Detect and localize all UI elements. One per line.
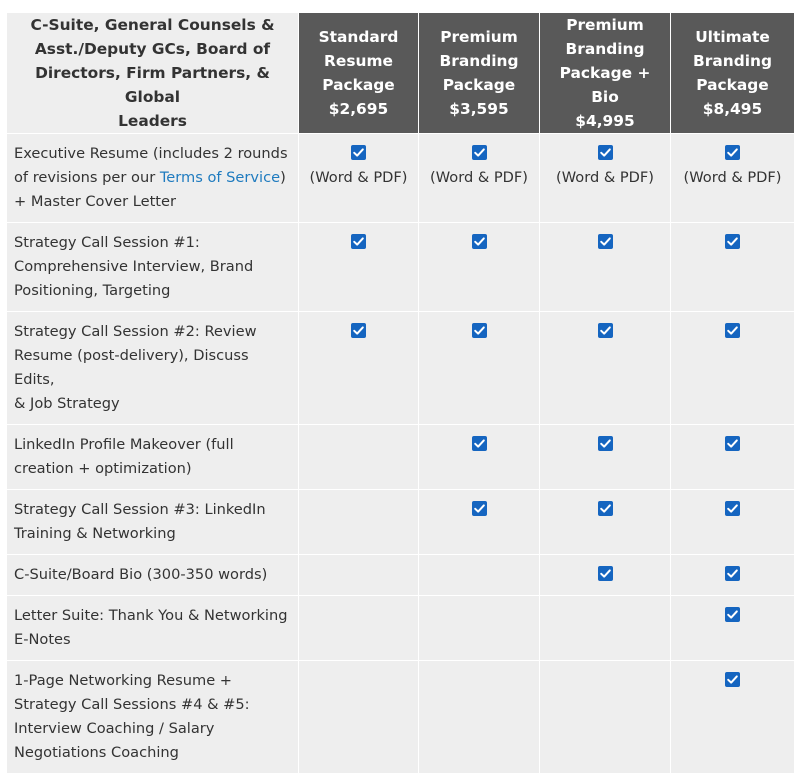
format-note: (Word & PDF) bbox=[683, 169, 782, 186]
checkbox-checked-icon bbox=[598, 234, 613, 249]
package-header-premium-bio: Premium Branding Package + Bio $4,995 bbox=[540, 13, 671, 134]
feature-cell bbox=[419, 134, 540, 223]
feature-row-strategy-call-2 bbox=[7, 312, 795, 425]
feature-cell bbox=[671, 223, 795, 312]
package-price: $8,495 bbox=[702, 100, 763, 118]
audience-header: C-Suite, General Counsels & Asst./Deputy GCs, Board of Directors, Firm Partners, & Global Leaders bbox=[7, 13, 299, 134]
checkbox-checked-icon bbox=[598, 323, 613, 338]
checkbox-checked-icon bbox=[472, 145, 487, 160]
feature-row-letter-suite bbox=[7, 596, 795, 661]
feature-cell bbox=[299, 223, 419, 312]
feature-cell bbox=[299, 661, 419, 774]
feature-cell bbox=[419, 490, 540, 555]
feature-cell bbox=[299, 425, 419, 490]
checkbox-checked-icon bbox=[351, 323, 366, 338]
format-note: (Word & PDF) bbox=[556, 169, 654, 186]
package-header-standard: Standard Resume Package $2,695 bbox=[299, 13, 419, 134]
feature-cell bbox=[671, 661, 795, 774]
format-note: (Word & PDF) bbox=[430, 169, 528, 186]
feature-row-networking-resume bbox=[7, 661, 795, 774]
format-note: (Word & PDF) bbox=[309, 169, 408, 186]
feature-cell bbox=[419, 312, 540, 425]
package-price: $3,595 bbox=[449, 100, 509, 118]
checkbox-checked-icon bbox=[725, 566, 740, 581]
checkbox-checked-icon bbox=[472, 323, 487, 338]
checkbox-checked-icon bbox=[725, 234, 740, 249]
feature-cell bbox=[671, 555, 795, 596]
feature-label: Letter Suite: Thank You & Networking E-Notes bbox=[7, 596, 299, 661]
feature-label: Strategy Call Session #2: Review Resume (post-delivery), Discuss Edits, & Job Strategy bbox=[7, 312, 299, 425]
feature-cell bbox=[540, 555, 671, 596]
header-row bbox=[7, 13, 795, 134]
checkbox-checked-icon bbox=[725, 607, 740, 622]
feature-cell bbox=[540, 134, 671, 223]
feature-row-strategy-call-1 bbox=[7, 223, 795, 312]
feature-cell bbox=[299, 312, 419, 425]
feature-cell bbox=[299, 555, 419, 596]
feature-label: C-Suite/Board Bio (300-350 words) bbox=[7, 555, 299, 596]
feature-cell bbox=[419, 661, 540, 774]
feature-label: Strategy Call Session #3: LinkedIn Training & Networking bbox=[7, 490, 299, 555]
feature-cell bbox=[419, 596, 540, 661]
feature-cell bbox=[540, 223, 671, 312]
feature-cell bbox=[540, 312, 671, 425]
checkbox-checked-icon bbox=[725, 436, 740, 451]
feature-cell bbox=[671, 596, 795, 661]
package-price: $2,695 bbox=[328, 100, 389, 118]
checkbox-checked-icon bbox=[351, 234, 366, 249]
checkbox-checked-icon bbox=[725, 323, 740, 338]
package-price: $4,995 bbox=[575, 112, 635, 130]
feature-cell bbox=[419, 223, 540, 312]
feature-cell bbox=[671, 490, 795, 555]
checkbox-checked-icon bbox=[472, 436, 487, 451]
pricing-comparison-table bbox=[6, 12, 795, 774]
feature-row-linkedin-makeover bbox=[7, 425, 795, 490]
checkbox-checked-icon bbox=[598, 145, 613, 160]
feature-cell bbox=[540, 661, 671, 774]
feature-label: Executive Resume (includes 2 rounds of revisions per our Terms of Service) + Master Cover Letter bbox=[7, 134, 299, 223]
feature-cell bbox=[540, 596, 671, 661]
checkbox-checked-icon bbox=[351, 145, 366, 160]
feature-row-executive-resume bbox=[7, 134, 795, 223]
checkbox-checked-icon bbox=[472, 501, 487, 516]
feature-row-board-bio bbox=[7, 555, 795, 596]
feature-cell bbox=[299, 490, 419, 555]
checkbox-checked-icon bbox=[725, 672, 740, 687]
checkbox-checked-icon bbox=[472, 234, 487, 249]
feature-cell bbox=[671, 312, 795, 425]
checkbox-checked-icon bbox=[598, 436, 613, 451]
feature-cell bbox=[419, 555, 540, 596]
checkbox-checked-icon bbox=[598, 501, 613, 516]
feature-cell bbox=[540, 425, 671, 490]
package-header-ultimate: Ultimate Branding Package $8,495 bbox=[671, 13, 795, 134]
feature-row-strategy-call-3 bbox=[7, 490, 795, 555]
feature-label: 1-Page Networking Resume + Strategy Call Sessions #4 & #5: Interview Coaching / Salary Negotiations Coaching bbox=[7, 661, 299, 774]
feature-cell bbox=[671, 425, 795, 490]
checkbox-checked-icon bbox=[725, 501, 740, 516]
feature-cell bbox=[540, 490, 671, 555]
feature-cell bbox=[299, 596, 419, 661]
feature-cell bbox=[671, 134, 795, 223]
checkbox-checked-icon bbox=[725, 145, 740, 160]
feature-label: Strategy Call Session #1: Comprehensive Interview, Brand Positioning, Targeting bbox=[7, 223, 299, 312]
feature-cell bbox=[419, 425, 540, 490]
feature-cell bbox=[299, 134, 419, 223]
package-header-premium: Premium Branding Package $3,595 bbox=[419, 13, 540, 134]
checkbox-checked-icon bbox=[598, 566, 613, 581]
feature-label: LinkedIn Profile Makeover (full creation + optimization) bbox=[7, 425, 299, 490]
terms-of-service-link[interactable]: Terms of Service bbox=[159, 169, 281, 186]
